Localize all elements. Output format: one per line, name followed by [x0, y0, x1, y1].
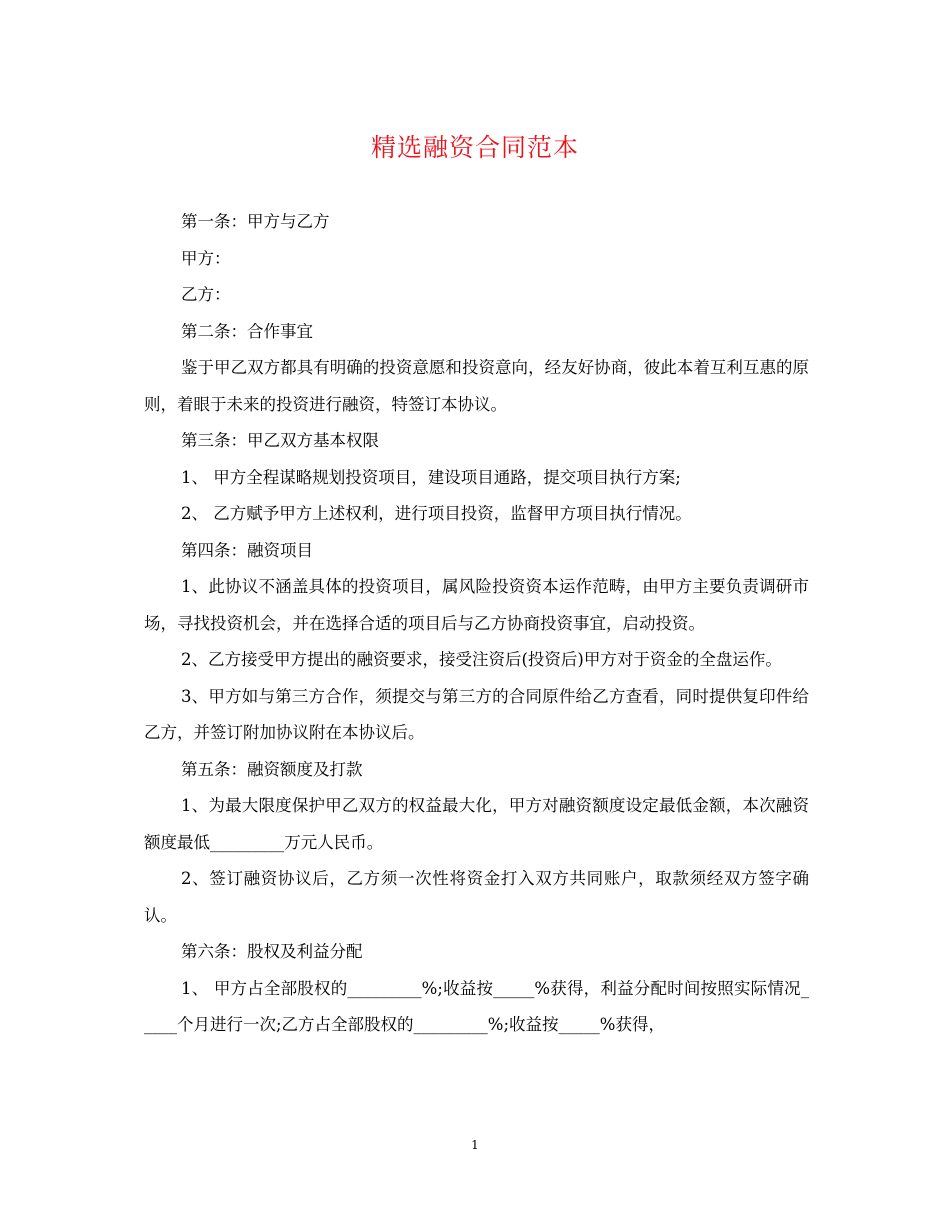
article-4-item-2: 2、乙方接受甲方提出的融资要求，接受注资后(投资后)甲方对于资金的全盘运作。	[181, 650, 782, 669]
article-4-heading: 第四条：融资项目	[181, 540, 313, 560]
article-5-item-1: 1、为最大限度保护甲乙双方的权益最大化，甲方对融资额度设定最低金额，本次融资额度最低_________万元人民币。	[144, 796, 809, 852]
page-number: 1	[471, 1138, 479, 1152]
party-a-line: 甲方：	[181, 248, 231, 268]
article-4-item-1: 1、此协议不涵盖具体的投资项目，属风险投资资本运作范畴，由甲方主要负责调研市场，寻找投资机会，并在选择合适的项目后与乙方协商投资事宜，启动投资。	[144, 577, 809, 633]
document-body	[144, 204, 809, 1044]
document-title: 精选融资合同范本	[370, 133, 579, 162]
article-6-heading: 第六条：股权及利益分配	[181, 942, 363, 961]
article-3-item-1: 1、 甲方全程谋略规划投资项目，建设项目通路，提交项目执行方案;	[181, 467, 681, 487]
article-3-item-2: 2、 乙方赋予甲方上述权利，进行项目投资，监督甲方项目执行情况。	[181, 504, 692, 523]
article-2-heading: 第二条：合作事宜	[181, 321, 313, 341]
article-3-heading: 第三条：甲乙双方基本权限	[181, 431, 379, 450]
party-b-line: 乙方：	[181, 285, 231, 304]
article-4-item-3: 3、甲方如与第三方合作，须提交与第三方的合同原件给乙方查看，同时提供复印件给乙方，并签订附加协议附在本协议后。	[144, 686, 809, 742]
article-1-heading: 第一条：甲方与乙方	[181, 212, 330, 231]
article-5-heading: 第五条：融资额度及打款	[181, 759, 363, 779]
article-6-item-1: 1、 甲方占全部股权的_________%;收益按_____%获得，利益分配时间按照实际情况_____个月进行一次;乙方占全部股权的_________%;收益按_____%获得，	[144, 978, 809, 1034]
article-2-paragraph: 鉴于甲乙双方都具有明确的投资意愿和投资意向，经友好协商，彼此本着互利互惠的原则，着眼于未来的投资进行融资，特签订本协议。	[144, 358, 809, 414]
article-5-item-2: 2、签订融资协议后，乙方须一次性将资金打入双方共同账户，取款须经双方签字确认。	[144, 869, 809, 925]
